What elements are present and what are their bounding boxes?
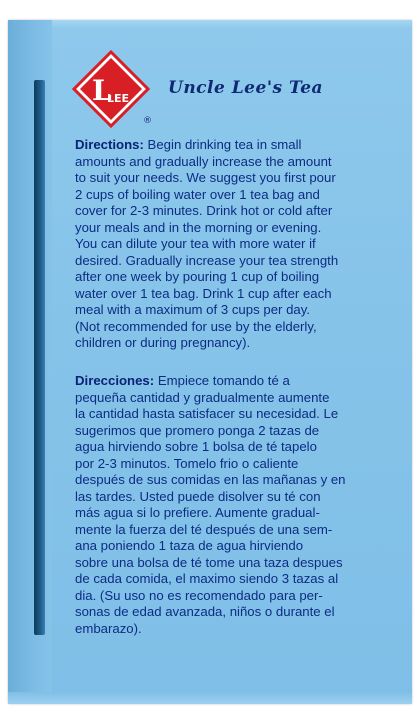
english-line: (Not recommended for use by the elderly, xyxy=(75,318,317,334)
spanish-directions-label: Direcciones: xyxy=(75,373,155,388)
spanish-line: sobre una bolsa de té tome una taza despues xyxy=(75,554,343,570)
spanish-line: por 2-3 minutos. Tomelo frio o caliente xyxy=(75,455,299,471)
english-line: after one week by pouring 1 cup of boiling xyxy=(75,269,320,284)
spanish-directions xyxy=(75,373,405,637)
brand-name: Uncle Lee's Tea xyxy=(168,78,324,98)
box-top-edge xyxy=(8,20,412,28)
spanish-line: más agua si lo prefiere. Aumente gradual- xyxy=(75,505,320,520)
english-line: water over 1 tea bag. Drink 1 cup after each xyxy=(75,285,332,301)
english-directions-label: Directions: xyxy=(75,137,144,152)
english-directions xyxy=(75,137,405,352)
spanish-line: sonas de edad avanzada, niños o durante el xyxy=(75,604,335,619)
box-bottom-edge xyxy=(8,692,412,704)
spanish-line: dia. (Su uso no es recomendado para per- xyxy=(75,587,323,603)
box-left-fold xyxy=(8,20,52,704)
english-line xyxy=(75,137,405,154)
spanish-line: ana poniendo 1 taza de agua hirviendo xyxy=(75,538,304,553)
spanish-line: embarazo). xyxy=(75,620,142,636)
uncle-lees-logo xyxy=(70,48,152,130)
english-line: to suit your needs. We suggest you first pour xyxy=(75,170,336,185)
spanish-line-text: Empiece tomando té a xyxy=(154,373,290,388)
spanish-line: la cantidad hasta satisfacer su necesidad. Le xyxy=(75,406,339,421)
registered-mark: ® xyxy=(143,116,152,126)
spanish-line: después de sus comidas en las mañanas y en xyxy=(75,472,346,487)
spanish-line: pequeña cantidad y gradualmente aumente xyxy=(75,389,330,405)
logo-text: LEE xyxy=(107,92,130,105)
english-line: desired. Gradually increase your tea strength xyxy=(75,252,339,268)
spanish-line: mente la fuerza del té después de una sem- xyxy=(75,521,333,537)
spanish-line: de cada comida, el maximo siendo 3 tazas al xyxy=(75,571,339,586)
english-line: meal with a maximum of 3 cups per day. xyxy=(75,302,311,317)
english-line: amounts and gradually increase the amount xyxy=(75,153,332,169)
spanish-line: sugerimos que promero ponga 2 tazas de xyxy=(75,422,320,438)
english-line: your meals and in the morning or evening. xyxy=(75,219,322,235)
english-line: cover for 2-3 minutes. Drink hot or cold after xyxy=(75,203,333,218)
english-line: You can dilute your tea with more water if xyxy=(75,236,316,251)
english-line: 2 cups of boiling water over 1 tea bag and xyxy=(75,186,320,202)
english-line-text: Begin drinking tea in small xyxy=(143,137,302,152)
spanish-line xyxy=(75,373,405,390)
english-line: children or during pregnancy). xyxy=(75,335,251,350)
spanish-line: agua hirviendo sobre 1 bolsa de té tapelo xyxy=(75,439,317,454)
box-side-stripe xyxy=(34,80,45,635)
spanish-line: las tardes. Usted puede disolver su té con xyxy=(75,488,321,504)
svg-text:L: L xyxy=(92,74,112,107)
